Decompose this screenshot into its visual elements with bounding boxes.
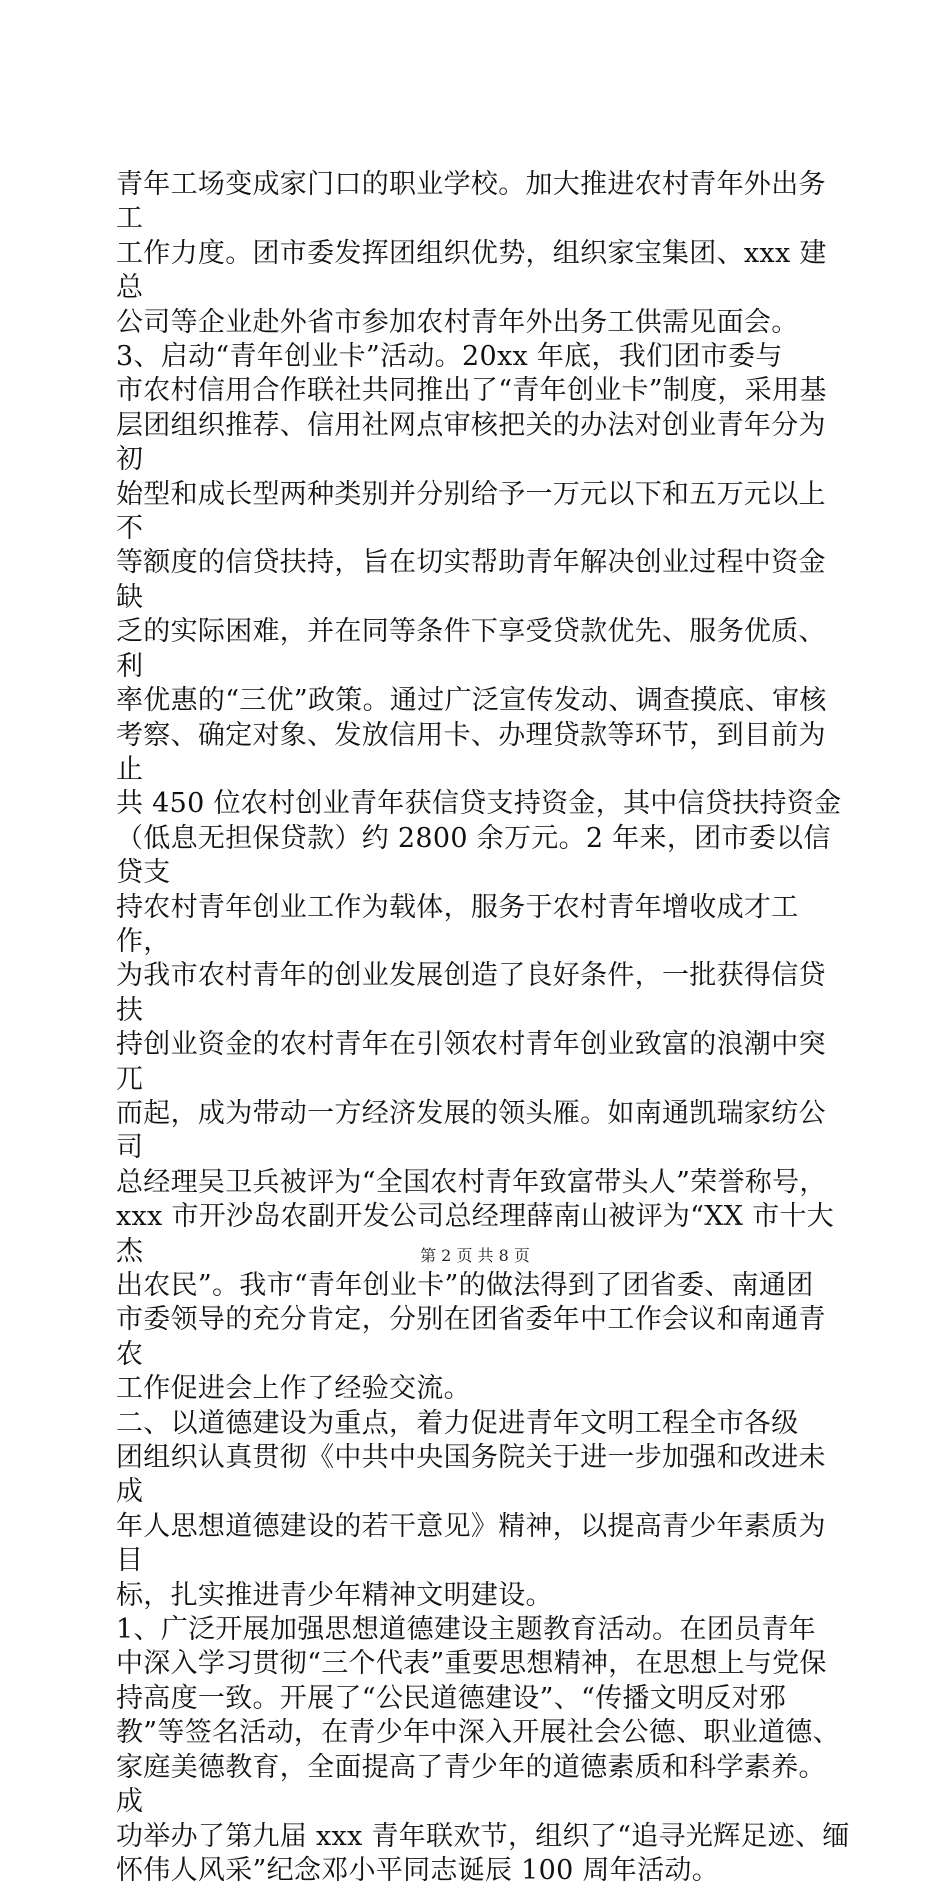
paragraph-youth-startup-card: 3、启动“青年创业卡”活动。20xx 年底，我们团市委与 市农村信用合作联社共同推出了“青年创业卡”制度，采用基 层团组织推荐、信用社网点审核把关的办法对创业青年分为初 始型和成长型两种类别并分别给予一万元以下和五万元以上不 等额度的信贷扶持，旨在切实帮助青年解决创业过程中资金缺 乏的实际困难，并在同等条件下享受贷款优先、服务优质、利 率优惠的“三优”政策。通过广泛宣传发动、调查摸底、审核 考察、确定对象、发放信用卡、办理贷款等环节，到目前为止 共 450 位农村创业青年获信贷支持资金，其中信贷扶持资金 （低息无担保贷款）约 2800 余万元。2 年来，团市委以信贷支 持农村青年创业工作为载体，服务于农村青年增收成才工作， 为我市农村青年的创业发展创造了良好条件，一批获得信贷扶 持创业资金的农村青年在引领农村青年创业致富的浪潮中突兀 而起，成为带动一方经济发展的领头雁。如南通凯瑞家纺公司 总经理吴卫兵被评为“全国农村青年致富带头人”荣誉称号， xxx 市开沙岛农副开发公司总经理薛南山被评为“XX 市十大杰 出农民”。我市“青年创业卡”的做法得到了团省委、南通团 市委领导的充分肯定，分别在团省委年中工作会议和南通青农 工作促进会上作了经验交流。	[116, 341, 842, 1405]
paragraph-job-training: 青年工场变成家门口的职业学校。加大推进农村青年外出务工 工作力度。团市委发挥团组织优势，组织家宝集团、xxx 建总 公司等企业赴外省市参加农村青年外出务工供需见面会。	[116, 169, 827, 338]
document-body	[116, 168, 850, 1888]
page-number-footer: 第 2 页 共 8 页	[420, 1246, 530, 1265]
paragraph-ideology-education: 1、广泛开展加强思想道德建设主题教育活动。在团员青年 中深入学习贯彻“三个代表”重要思想精神，在思想上与党保 持高度一致。开展了“公民道德建设”、“传播文明反对邪 教”等签名活动，在青少年中深入开展社会公德、职业道德、 家庭美德教育，全面提高了青少年的道德素质和科学素养。成 功举办了第九届 xxx 青年联欢节，组织了“追寻光辉足迹、缅 怀伟人风采”纪念邓小平同志诞辰 100 周年活动。	[116, 1614, 850, 1886]
paragraph-moral-construction: 二、以道德建设为重点，着力促进青年文明工程全市各级 团组织认真贯彻《中共中央国务院关于进一步加强和改进未成 年人思想道德建设的若干意见》精神，以提高青少年素质为目 标，扎实推进青少年精神文明建设。	[116, 1407, 826, 1611]
